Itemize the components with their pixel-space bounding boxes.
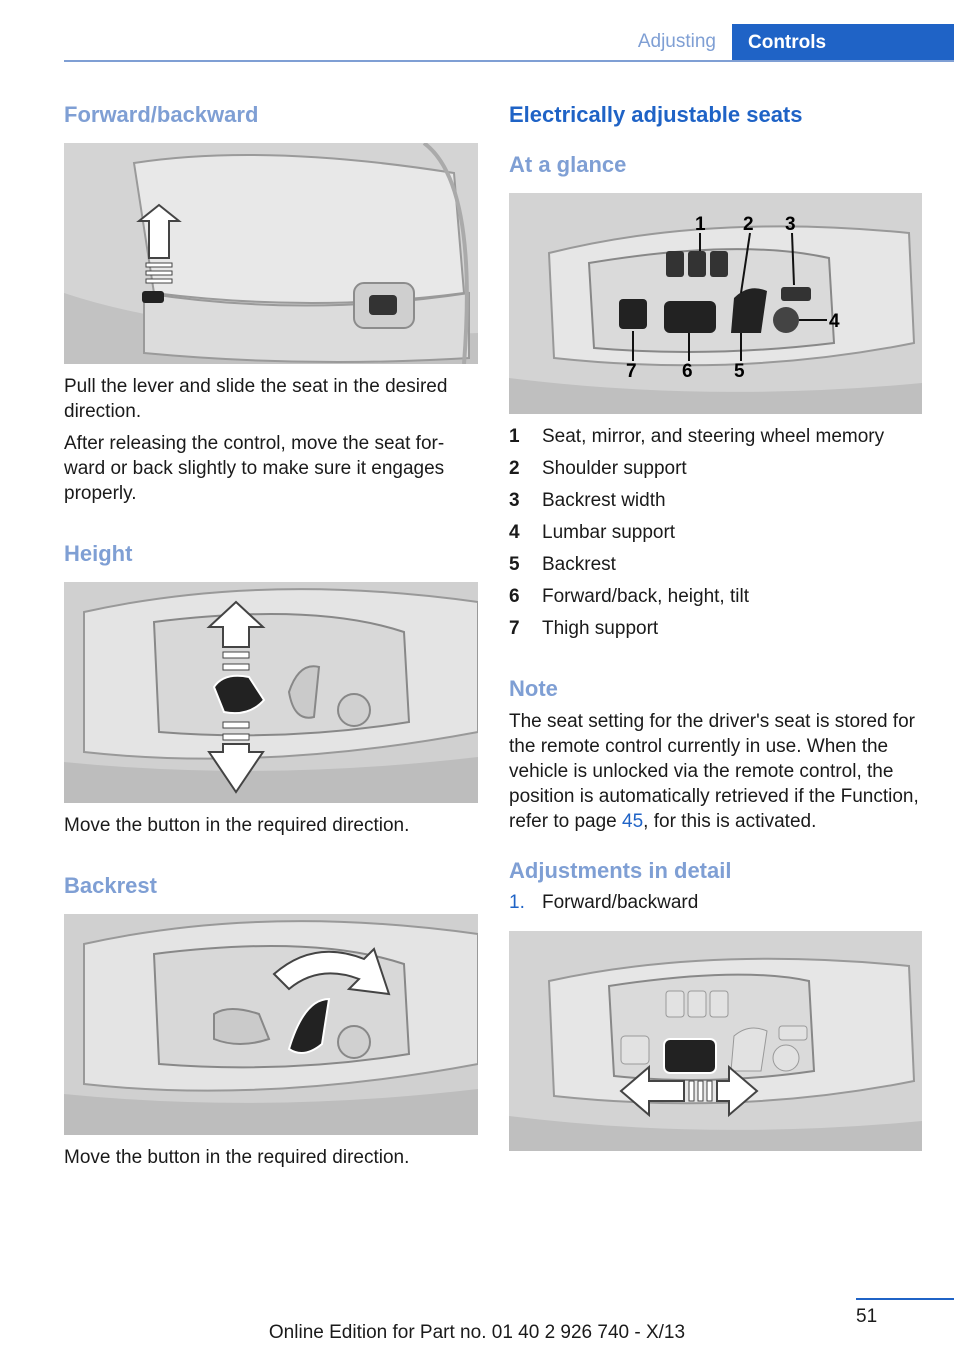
forward-backward-heading: Forward/backward xyxy=(64,102,259,127)
adjustments-detail-heading: Adjustments in detail xyxy=(509,858,732,883)
callout-6: 6 xyxy=(682,361,693,382)
header-chapter-tab[interactable]: Controls xyxy=(732,24,954,61)
legend-label: Backrest xyxy=(542,554,616,575)
legend-item xyxy=(509,456,929,488)
header-section-tab[interactable]: Adjusting xyxy=(637,31,716,52)
step-number: 1. xyxy=(509,892,525,913)
legend-num: 3 xyxy=(509,490,520,511)
legend-num: 7 xyxy=(509,618,520,639)
note-text xyxy=(509,709,929,834)
legend-num: 2 xyxy=(509,458,520,479)
page-reference-link[interactable]: 45 xyxy=(622,811,644,832)
seat-backrest-image xyxy=(64,914,478,1135)
legend-item xyxy=(509,584,929,616)
step-label: Forward/backward xyxy=(542,892,699,913)
note-heading: Note xyxy=(509,676,558,701)
legend-item xyxy=(509,424,929,456)
controls-legend xyxy=(509,424,929,648)
backrest-caption: Move the button in the required direction. xyxy=(64,1147,410,1168)
callout-3: 3 xyxy=(785,214,796,235)
forward-backward-note: After releasing the control, move the seat for-ward or back slightly to make sure it engages properly. xyxy=(64,433,445,504)
note-text-before: The seat setting for the driver's seat is stored for the remote control currently in use. When the vehicle is unlocked via the remote control, the position is automatically retrieved if the Function, refer to page xyxy=(509,711,919,832)
seat-height-image xyxy=(64,582,478,803)
at-a-glance-heading: At a glance xyxy=(509,152,627,177)
note-text-after: , for this is activated. xyxy=(643,811,817,832)
legend-num: 5 xyxy=(509,554,520,575)
legend-item xyxy=(509,616,929,648)
legend-label: Seat, mirror, and steering wheel memory xyxy=(542,426,885,447)
height-heading: Height xyxy=(64,541,133,566)
legend-item xyxy=(509,520,929,552)
electric-seats-heading: Electrically adjustable seats xyxy=(509,102,803,127)
callout-2: 2 xyxy=(743,214,754,235)
seat-lever-image xyxy=(64,143,478,364)
legend-num: 4 xyxy=(509,522,520,543)
forward-backward-instruction: Pull the lever and slide the seat in the desired direction. xyxy=(64,376,448,422)
legend-label: Lumbar support xyxy=(542,522,676,543)
edition-footer: Online Edition for Part no. 01 40 2 926 740 - X/13 xyxy=(268,1322,686,1343)
seat-forward-backward-control-image xyxy=(509,931,922,1151)
legend-label: Thigh support xyxy=(542,618,659,639)
legend-item xyxy=(509,488,929,520)
callout-1: 1 xyxy=(695,214,706,235)
legend-num: 1 xyxy=(509,426,520,447)
legend-label: Shoulder support xyxy=(542,458,687,479)
legend-label: Forward/back, height, tilt xyxy=(542,586,749,607)
legend-item xyxy=(509,552,929,584)
callout-5: 5 xyxy=(734,361,745,382)
callout-4: 4 xyxy=(829,311,840,332)
backrest-heading: Backrest xyxy=(64,873,157,898)
seat-controls-overview-image xyxy=(509,193,922,414)
height-caption: Move the button in the required direction. xyxy=(64,815,410,836)
footer-rule xyxy=(856,1298,954,1300)
callout-7: 7 xyxy=(626,361,637,382)
header-rule xyxy=(64,60,954,62)
detail-step xyxy=(509,890,698,916)
legend-num: 6 xyxy=(509,586,520,607)
legend-label: Backrest width xyxy=(542,490,666,511)
page-number: 51 xyxy=(856,1306,878,1327)
